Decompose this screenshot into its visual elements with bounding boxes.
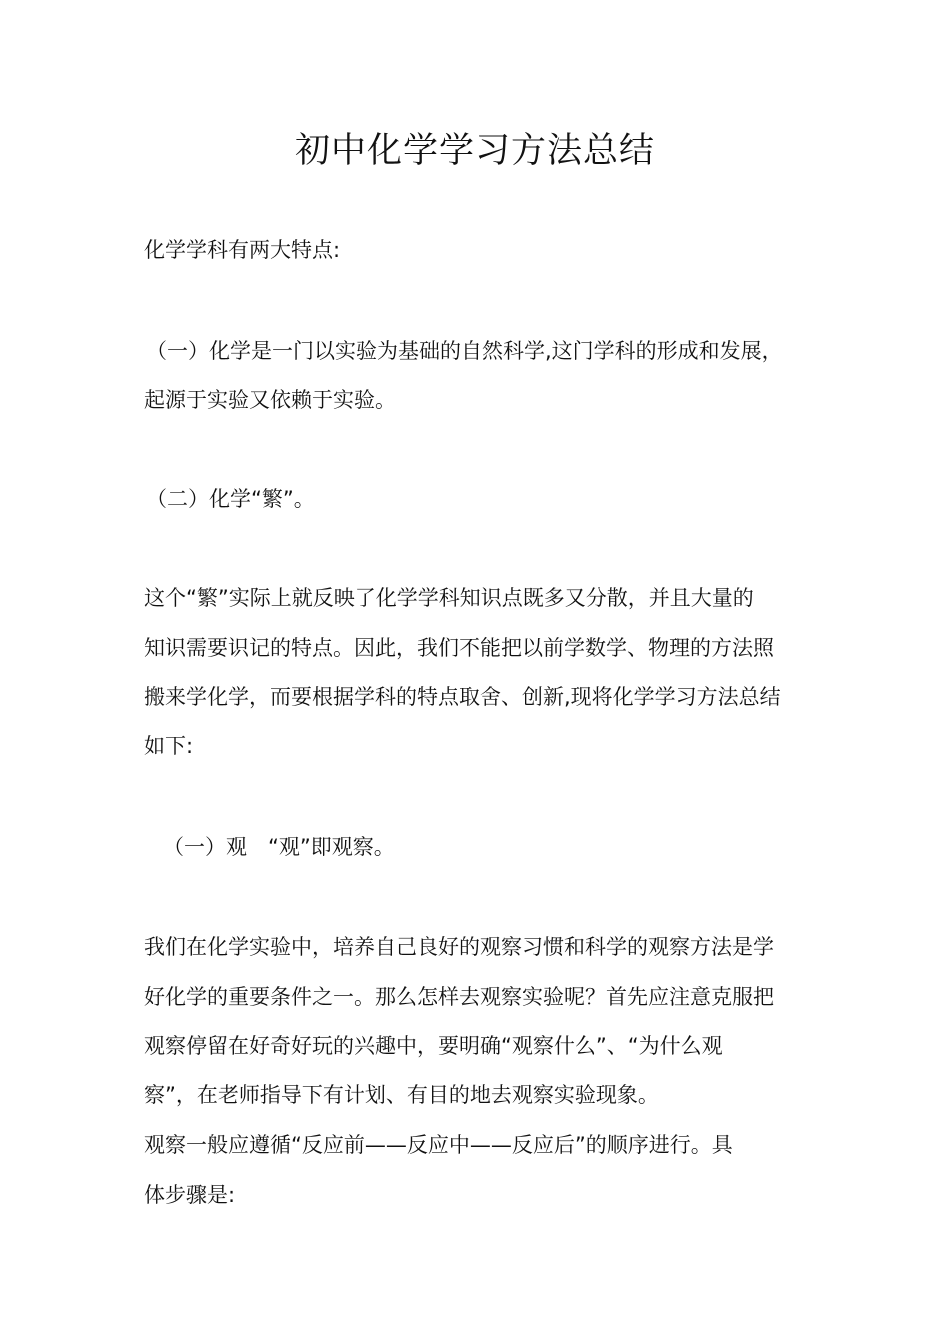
intro-text: 化学学科有两大特点: bbox=[144, 238, 341, 262]
para-fan-line-3: 搬来学化学，而要根据学科的特点取舍、创新,现将化学学习方法总结 bbox=[144, 685, 781, 709]
para-obs-line-2: 好化学的重要条件之一。那么怎样去观察实验呢？首先应注意克服把 bbox=[144, 985, 774, 1009]
para-obs-line-1: 我们在化学实验中，培养自己良好的观察习惯和科学的观察方法是学 bbox=[144, 935, 774, 959]
para-fan-line-2: 知识需要识记的特点。因此，我们不能把以前学数学、物理的方法照 bbox=[144, 636, 774, 660]
document-title: 初中化学学习方法总结 bbox=[294, 131, 655, 171]
para-fan-line-1: 这个“繁”实际上就反映了化学学科知识点既多又分散，并且大量的 bbox=[144, 586, 754, 610]
para-obs-line-3: 观察停留在好奇好玩的兴趣中，要明确“观察什么”、“为什么观 bbox=[144, 1034, 723, 1058]
para-obs-line-4: 察”，在老师指导下有计划、有目的地去观察实验现象。 bbox=[144, 1083, 659, 1107]
para-order-line-2: 体步骤是: bbox=[144, 1183, 236, 1207]
para-order-line-1: 观察一般应遵循“反应前——反应中——反应后”的顺序进行。具 bbox=[144, 1133, 733, 1157]
point-one-line-1: （一）化学是一门以实验为基础的自然科学,这门学科的形成和发展， bbox=[146, 339, 783, 363]
method-one-heading: （一）观 “观”即观察。 bbox=[163, 835, 395, 859]
point-one-line-2: 起源于实验又依赖于实验。 bbox=[144, 388, 396, 412]
point-two-heading: （二）化学“繁”。 bbox=[146, 487, 315, 511]
para-fan-line-4: 如下: bbox=[144, 734, 194, 758]
